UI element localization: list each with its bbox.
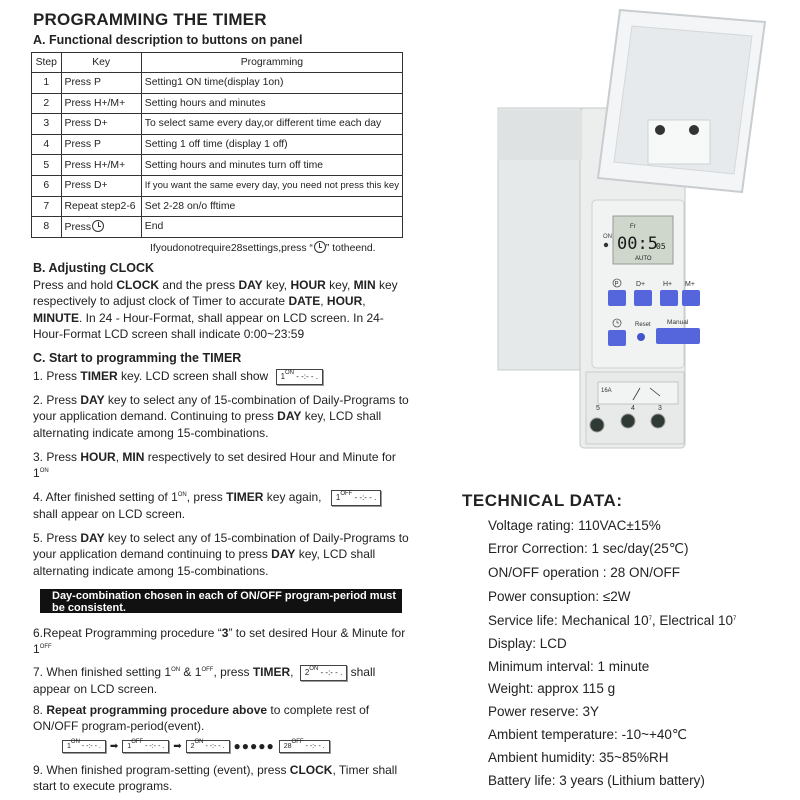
lcd-rest: - -:- - . [143,742,165,750]
step-key-cell [61,217,141,238]
table-row [32,114,403,135]
step-programming: End [141,217,402,238]
m-plus-button[interactable] [682,290,700,306]
step-9 [33,762,413,795]
manual-label: Manual [667,319,689,326]
bold-text: CLOCK [289,763,333,777]
tech-item: Ambient humidity: 35~85%RH [488,750,669,765]
text: 4. After finished setting of 1 [33,490,178,504]
lcd-sup: OFF [340,490,353,497]
text: key. LCD screen shall show [117,369,269,383]
steps-table [31,52,403,238]
table-note [150,241,376,254]
step-6 [33,625,413,658]
step-programming: To select same every day,or different time each day [141,114,402,135]
text: , Timer shall start to execute programs. [33,763,398,794]
lcd-sup: ON [70,738,80,745]
tech-data-title: TECHNICAL DATA: [462,491,623,510]
step-number: 2 [32,93,62,114]
tech-item: Ambient temperature: -10~+40℃ [488,727,688,742]
step-programming: Setting 1 off time (display 1 off) [141,134,402,155]
lcd-rest: - -:- - . [303,742,325,750]
lcd-sup: ON [309,665,319,672]
timer-device-illustration [480,0,780,460]
arrow-right-icon: ➡ [109,740,119,752]
screw-icon [655,125,665,135]
text: key again, [263,490,322,504]
text: key, LCD shall alternating indicate among 15-combinations. [33,547,376,578]
terminal-number: 5 [596,405,600,412]
device-top-step [498,110,582,160]
lcd-num: 1 [67,742,71,750]
text: & 1 [180,665,202,679]
sup: 7 [732,616,737,622]
lcd-seconds: 05 [656,242,666,251]
rating-label: 16A [601,388,612,394]
text: ” to set desired Hour & Minute for 1 [33,626,406,657]
terminal-screw-icon [621,414,635,428]
text: key, LCD shall alternating indicate among 15-combinations. [33,409,382,440]
table-row [32,155,403,176]
h-plus-button[interactable] [660,290,678,306]
lcd-num: 28 [283,742,292,750]
text: . In 24 - Hour-Format, shall appear on LCD screen. In 24-Hour-Format LCD screen shall indicate 0:00~23:59 [33,310,384,341]
lcd-preview [62,740,106,753]
sup: OFF [201,667,214,673]
clock-icon [92,220,104,232]
lcd-num: 2 [190,742,195,750]
p-button[interactable] [608,290,626,306]
text: Press and hold [33,278,117,292]
table-row [32,73,403,94]
bold-text: MIN [353,278,376,292]
step-key: Press P [61,134,141,155]
button-label: M+ [685,281,695,288]
text: key, [325,278,354,292]
reset-label: Reset [635,322,651,328]
sup: ON [171,667,181,673]
tech-item: Battery life: 3 years (Lithium battery) [488,773,705,788]
lcd-preview [279,740,330,753]
lcd-preview [300,665,347,681]
lcd-mode: AUTO [635,256,652,262]
text: key, [262,278,291,292]
step-8 [33,702,413,735]
ellipsis-dots: ●●●●● [233,739,275,753]
tech-item: Display: LCD [488,636,567,651]
text: , [320,294,327,309]
terminal-screw-icon [651,414,665,428]
table-row [32,196,403,217]
bold-text: DAY [80,531,105,545]
tech-item: Power reserve: 3Y [488,704,600,719]
lcd-sup: OFF [291,738,304,745]
section-a-heading: A. Functional description to buttons on panel [33,33,303,47]
sup: OFF [39,644,52,651]
page-title: PROGRAMMING THE TIMER [33,10,267,29]
step-5 [33,530,413,579]
bold-text: Repeat programming procedure above [46,703,268,717]
step-key: Press D+ [61,175,141,196]
step-number: 4 [32,134,62,155]
lcd-preview [186,740,230,753]
bold-text: 3 [221,626,229,640]
bold-text: DAY [238,278,263,292]
bold-text: DATE [288,294,321,309]
manual-button[interactable] [656,328,700,344]
text: Service life: Mechanical 10 [488,613,649,628]
table-row [32,175,403,196]
button-label: P [614,281,619,288]
bold-text: DAY [271,547,296,562]
table-header-row [32,53,403,73]
button-label: D+ [636,281,646,288]
step-key: Press H+/M+ [61,155,141,176]
step-number: 6 [32,175,62,196]
text: 2. Press [33,393,81,407]
lcd-num: 1 [280,371,286,381]
table-row [32,93,403,114]
step-number: 1 [32,73,62,94]
text: to complete rest of ON/OFF program-period(event). [33,703,370,734]
step-7 [33,664,413,697]
sup: ON [39,468,49,475]
lcd-num: 1 [335,492,341,502]
step-number: 8 [32,217,62,238]
lcd-sup: OFF [131,738,144,745]
bold-text: CLOCK [116,278,160,292]
text: 6.Repeat Programming procedure “ [33,626,222,640]
step-4 [33,489,413,522]
lcd-num: 2 [304,667,310,677]
step-key: Press D+ [61,114,141,135]
text: 5. Press [33,531,81,545]
step-number: 5 [32,155,62,176]
lcd-rest: - -:- - . [318,667,343,677]
sup: 7 [648,616,652,622]
terminal-screw-icon [590,418,604,432]
text: , [115,450,123,464]
section-b-heading: B. Adjusting CLOCK [33,261,155,275]
text: 3. Press [33,450,81,464]
header-key: Key [61,53,141,73]
text: , press [186,490,227,504]
bold-text: DAY [277,409,302,424]
lcd-rest: - -:- - . [79,742,101,750]
step-key: Press P [61,73,141,94]
bold-text: MIN [122,450,145,464]
step-key: Repeat step2-6 [61,196,141,217]
tech-item: Weight: approx 115 g [488,681,616,696]
bold-text: TIMER [80,369,118,383]
lcd-preview [122,740,169,753]
bold-text: HOUR [80,450,116,464]
bold-text: DAY [80,393,105,407]
note-text-post: ” totheend. [325,243,376,254]
step-programming: Setting hours and minutes [141,93,402,114]
note-text-pre: Ifyoudonotrequire28settings,press “ [150,243,313,254]
text: key respectively to adjust clock of Timer to accurate [33,278,398,309]
step-number: 3 [32,114,62,135]
clock-icon [314,241,326,253]
lcd-time: 00:5 [617,234,658,254]
step-number: 7 [32,196,62,217]
step-programming: If you want the same every day, you need not press this key [141,175,402,196]
program-chain [62,739,330,753]
header-programming: Programming [141,53,402,73]
tech-item: Minimum interval: 1 minute [488,659,650,674]
text: 7. When finished setting 1 [33,665,172,679]
step-programming: Setting1 ON time(display 1on) [141,73,402,94]
text: key to select any of 15-combination of Daily-Programs to your application demand. Continuing to press [33,393,409,424]
d-plus-button[interactable] [634,290,652,306]
table-row [32,217,403,238]
step-key: Press H+/M+ [61,93,141,114]
arrow-right-icon: ➡ [173,740,182,752]
bold-text: TIMER [252,665,291,679]
bold-text: HOUR [326,294,363,309]
tech-item: Voltage rating: 110VAC±15% [488,518,661,533]
text: shall appear on LCD screen. [33,506,186,521]
sup: ON [177,492,187,498]
screw-icon [689,125,699,135]
text: respectively to set desired Hour and Minute for 1 [33,450,396,481]
text: 8. [33,703,47,717]
text: , [362,294,366,309]
tech-item: Power consuption: ≤2W [488,589,631,604]
text: , Electrical 10 [651,613,733,628]
table-row [32,134,403,155]
step-key: Press [64,222,92,234]
text: , press [213,665,253,679]
tech-item-service-life [488,613,736,628]
tech-item: ON/OFF operation : 28 ON/OFF [488,565,681,580]
reset-button[interactable] [637,333,645,341]
bold-text: HOUR [290,278,326,292]
bold-text: MINUTE [33,310,79,325]
lcd-preview [331,490,381,506]
on-indicator-led [604,243,608,247]
bold-text: TIMER [226,490,264,504]
lcd-sup: ON [194,738,204,745]
text: , [290,665,294,679]
step-1 [33,368,413,385]
terminal-number: 3 [658,405,662,412]
lcd-preview [276,369,323,385]
section-c-heading: C. Start to programming the TIMER [33,351,242,365]
button-label: H+ [663,281,673,288]
header-step: Step [32,53,62,73]
lcd-day: Fr [630,224,636,230]
step-programming: Set 2-28 on/o fftime [141,196,402,217]
lcd-rest: - -:- - . [203,742,225,750]
terminal-number: 4 [631,405,635,412]
tech-item: Error Correction: 1 sec/day(25℃) [488,541,689,556]
text: key to select any of 15-combination of Daily-Programs to your application demand continuing to press [33,531,409,562]
text: and the press [159,278,239,292]
section-b-paragraph [33,277,405,342]
lcd-sup: ON [285,369,295,376]
lcd-rest: - -:- - . [352,492,377,502]
on-indicator-label: ON [603,234,612,240]
clock-button[interactable] [608,330,626,346]
text: shall appear on LCD screen. [33,665,376,696]
step-programming: Setting hours and minutes turn off time [141,155,402,176]
warning-banner: Day-combination chosen in each of ON/OFF program-period must be consistent. [40,589,402,613]
lcd-rest: - -:- - . [294,371,319,381]
step-2 [33,392,413,441]
lcd-num: 1 [127,742,132,750]
text: 1. Press [33,369,81,383]
text: 9. When finished program-setting (event), press [33,763,290,777]
step-3 [33,449,413,482]
